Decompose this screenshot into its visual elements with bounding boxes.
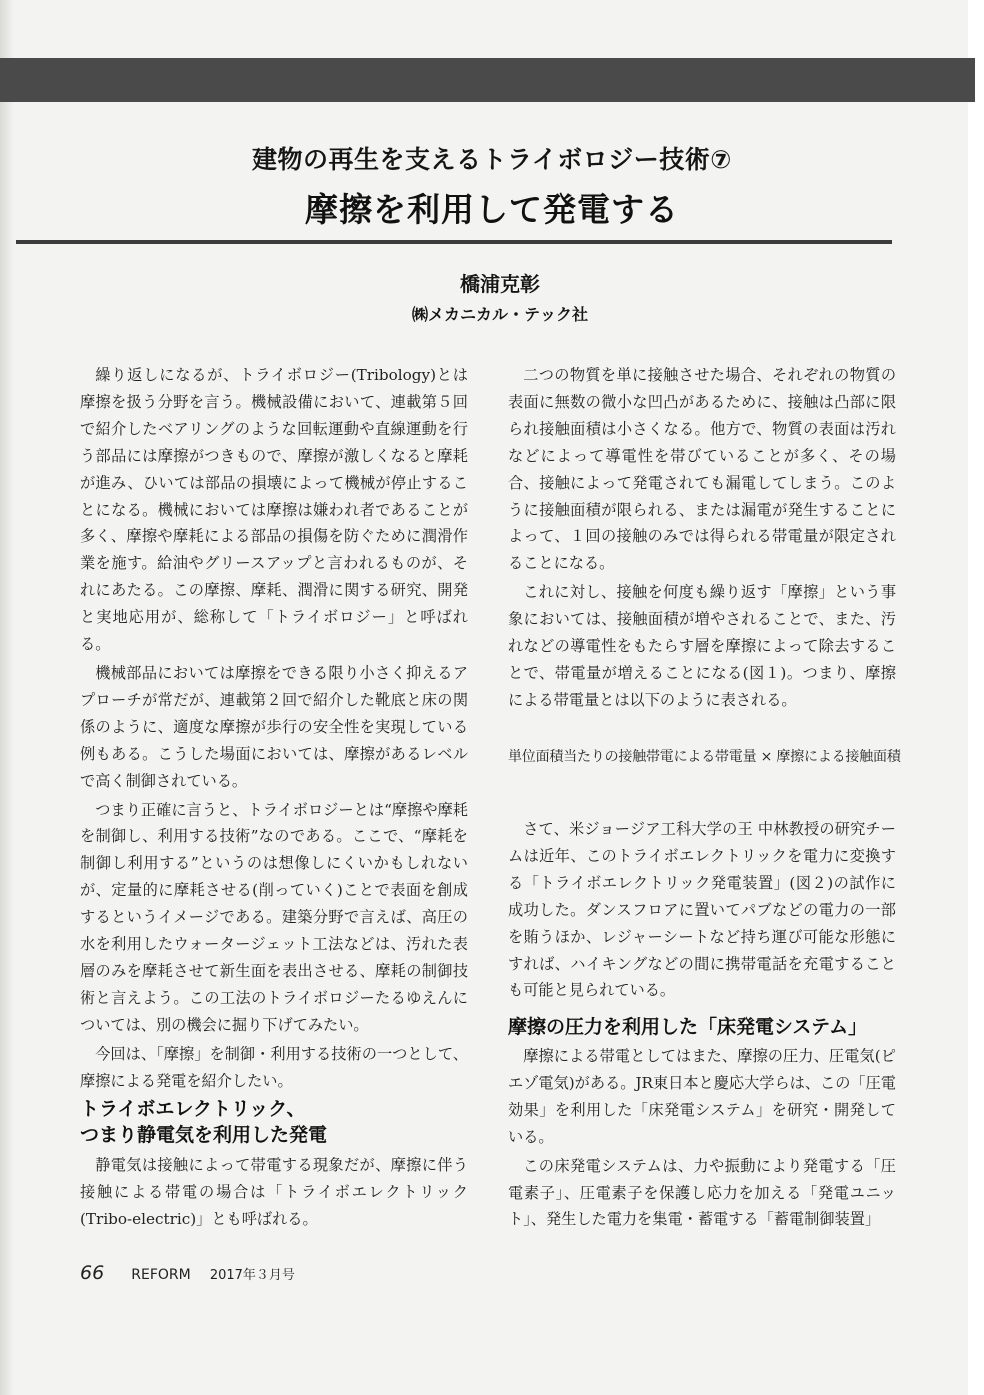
formula: 単位面積当たりの接触帯電による帯電量 × 摩擦による接触面積 — [508, 749, 901, 765]
issue-date: 2017年３月号 — [209, 1268, 295, 1283]
left-column — [80, 362, 468, 1094]
paragraph: これに対し、接触を何度も繰り返す「摩擦」という事象においては、接触面積が増やされることで、また、汚れなどの導電性をもたらす層を摩擦によって除去することで、帯電量が増えることになる(図１)。つまり、摩擦による帯電量とは以下のように表される。 — [508, 583, 896, 709]
heading-line: つまり静電気を利用した発電 — [80, 1124, 328, 1146]
paragraph: つまり正確に言うと、トライボロジーとは“摩擦や摩耗を制御し、利用する技術”なのである。ここで、“摩耗を制御し利用する”というのは想像しにくいかもしれないが、定量的に摩耗させる(削っていく)ことで表面を創成するというイメージである。建築分野で言えば、高圧の水を利用したウォータージェット工法などは、汚れた表層のみを摩耗させて新生面を表出させる、摩耗の制御技術と言えよう。この工法のトライボロジーたるゆえんについては、別の機会に掘り下げてみたい。 — [80, 800, 468, 1034]
page-number: 66 — [80, 1262, 105, 1284]
right-column — [508, 362, 896, 714]
right-column-mid — [508, 816, 896, 1004]
paragraph: 繰り返しになるが、トライボロジー(Tribology)とは摩擦を扱う分野を言う。機械設備において、連載第５回で紹介したベアリングのような回転運動や直線運動を行う部品には摩擦がつきもので、摩擦が激しくなると摩耗が進み、ひいては部品の損壊によって機械が停止することになる。機械においては摩擦は嫌われ者であることが多く、摩擦や摩耗による部品の損傷を防ぐために潤滑作業を施す。給油やグリースアップと言われるものが、それにあたる。この摩擦、摩耗、潤滑に関する研究、開発と実地応用が、総称して「トライボロジー」と呼ばれる。 — [80, 366, 468, 654]
magazine-name: REFORM — [131, 1267, 191, 1283]
section-heading-floor-power: 摩擦の圧力を利用した「床発電システム」 — [508, 1016, 868, 1038]
author-name: 橋浦克彰 — [460, 272, 540, 296]
header-band — [0, 58, 975, 102]
paragraph: 二つの物質を単に接触させた場合、それぞれの物質の表面に無数の微小な凹凸があるために、接触は凸部に限られ接触面積は小さくなる。他方で、物質の表面は汚れなどによって導電性を帯びていることが多く、その場合、接触によって発電されても漏電してしまう。このように接触面積が限られる、または漏電が発生することによって、１回の接触のみでは得られる帯電量が限定されることになる。 — [508, 366, 896, 573]
paragraph: 摩擦による帯電としてはまた、摩擦の圧力、圧電気(ピエゾ電気)がある。JR東日本と慶応大学らは、この「圧電効果」を利用した「床発電システム」を研究・開発している。 — [508, 1047, 896, 1146]
author-company: ㈱メカニカル・テック社 — [411, 305, 588, 324]
page-footer — [80, 1262, 295, 1284]
paragraph: 機械部品においては摩擦をできる限り小さく抑えるアプローチが常だが、連載第２回で紹介した靴底と床の関係のように、適度な摩擦が歩行の安全性を実現している例もある。こうした場面においては、摩擦があるレベルで高く制御されている。 — [80, 663, 468, 790]
series-title: 建物の再生を支えるトライボロジー技術⑦ — [252, 145, 732, 174]
title-divider — [16, 240, 892, 244]
paragraph: 今回は、「摩擦」を制御・利用する技術の一つとして、摩擦による発電を紹介したい。 — [80, 1044, 468, 1090]
page-title: 摩擦を利用して発電する — [305, 190, 679, 229]
paragraph: この床発電システムは、力や振動により発電する「圧電素子」、圧電素子を保護し応力を加える「発電ユニット」、発生した電力を集電・蓄電する「蓄電制御装置」 — [508, 1156, 896, 1229]
paragraph: 静電気は接触によって帯電する現象だが、摩擦に伴う接触による帯電の場合は「トライボエレクトリック(Tribo-electric)」とも呼ばれる。 — [80, 1156, 469, 1228]
section-heading-triboelectric — [80, 1096, 470, 1148]
right-column-section — [508, 1043, 896, 1233]
left-column-section — [80, 1152, 468, 1233]
heading-line: トライボエレクトリック、 — [80, 1098, 306, 1120]
paragraph: さて、米ジョージア工科大学の王 中林教授の研究チームは近年、このトライボエレクトリックを電力に変換する「トライボエレクトリック発電装置」(図２)の試作に成功した。ダンスフロアに置いてパブなどの電力の一部を賄うほか、レジャーシートなど持ち運び可能な形態にすれば、ハイキングなどの間に携帯電話を充電することも可能と見られている。 — [508, 820, 896, 1000]
